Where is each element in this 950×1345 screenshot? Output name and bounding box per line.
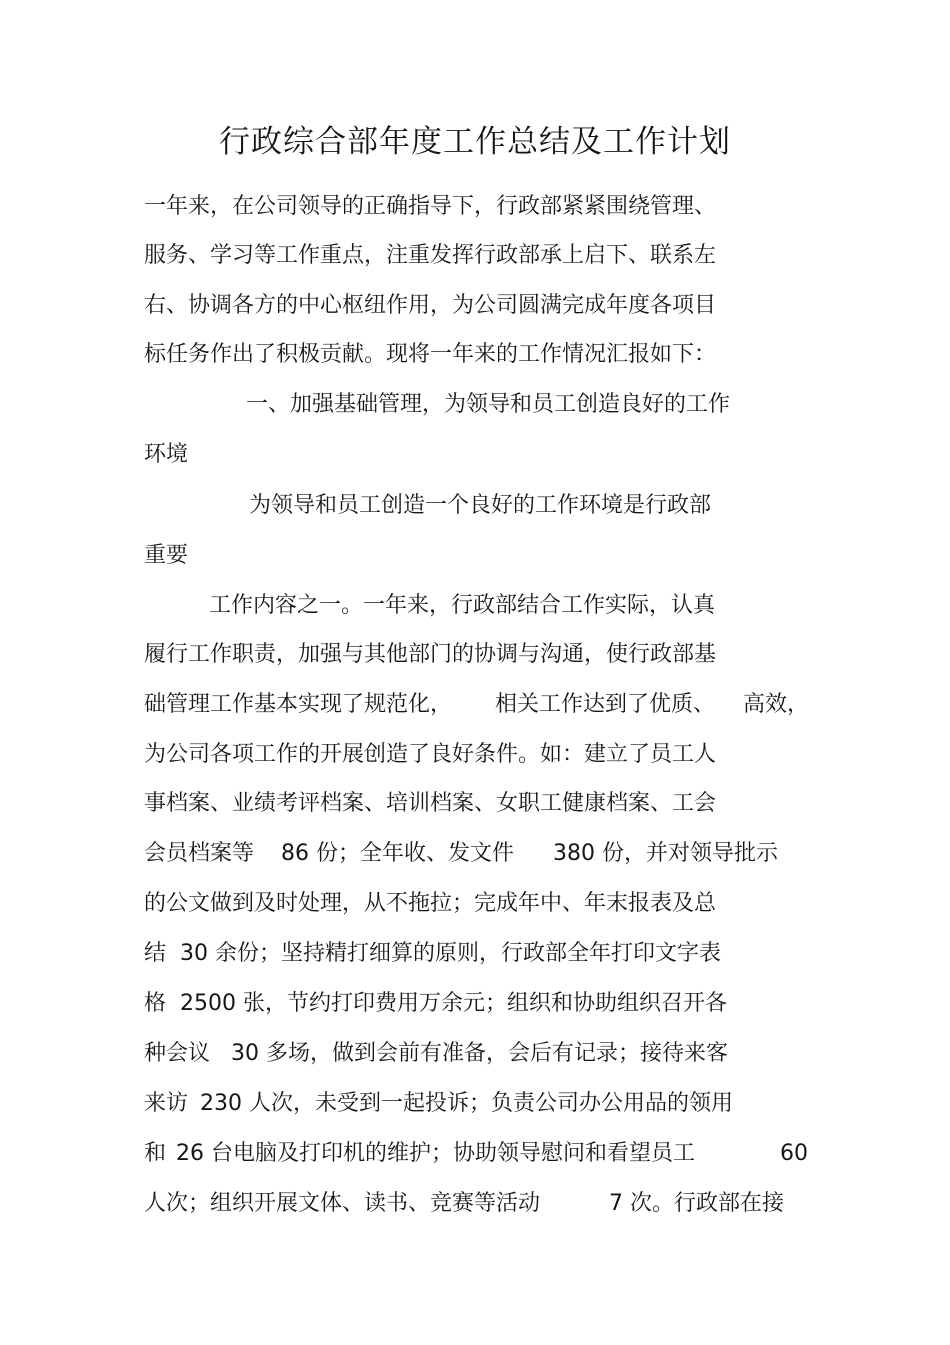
line-segment: 26 台电脑及打印机的维护；协助领导慰问和看望员工: [176, 1141, 695, 1166]
line-segment: 和: [144, 1141, 167, 1166]
paragraph-line: 事档案、业绩考评档案、培训档案、女职工健康档案、工会: [144, 791, 717, 816]
line-segment: 230 人次，未受到一起投诉；负责公司办公用品的领用: [200, 1091, 733, 1116]
line-segment: 相关工作达到了优质、: [495, 692, 716, 717]
line-segment: 格: [144, 991, 167, 1016]
paragraph-line: 一年来，在公司领导的正确指导下，行政部紧紧围绕管理、: [144, 194, 717, 219]
paragraph-line: 为领导和员工创造一个良好的工作环境是行政部: [249, 493, 712, 518]
line-segment: 结: [144, 941, 167, 966]
paragraph-line: 的公文做到及时处理，从不拖拉；完成年中、年末报表及总: [144, 891, 717, 916]
paragraph-line: 标任务作出了积极贡献。现将一年来的工作情况汇报如下：: [144, 342, 717, 367]
paragraph-line: 为公司各项工作的开展创造了良好条件。如：建立了员工人: [144, 742, 717, 767]
line-segment: 人次；组织开展文体、读书、竞赛等活动: [144, 1191, 541, 1216]
line-segment: 380 份，并对领导批示: [553, 841, 778, 866]
paragraph-line: [144, 1190, 784, 1302]
paragraph-line: 重要: [144, 543, 189, 568]
section-heading-line: 环境: [144, 442, 189, 467]
line-segment: 7 次。行政部在接: [609, 1191, 784, 1216]
line-segment: 会员档案等: [144, 841, 255, 866]
paragraph-line: 工作内容之一。一年来，行政部结合工作实际，认真: [209, 593, 716, 618]
line-segment: 60: [780, 1141, 808, 1166]
line-segment: 2500 张，节约打印费用万余元；组织和协助组织召开各: [180, 991, 727, 1016]
line-segment: 30 余份；坚持精打细算的原则，行政部全年打印文字表: [180, 941, 721, 966]
line-segment: 86 份；全年收、发文件: [281, 841, 514, 866]
line-segment: 30 多场，做到会前有准备，会后有记录；接待来客: [231, 1041, 728, 1066]
document-title: 行政综合部年度工作总结及工作计划: [219, 124, 731, 160]
line-segment: 础管理工作基本实现了规范化，: [144, 692, 453, 717]
line-segment: 种会议: [144, 1041, 211, 1066]
section-heading-line: 一、加强基础管理，为领导和员工创造良好的工作: [246, 392, 731, 417]
line-segment: 高效，: [743, 692, 810, 717]
paragraph-line: 右、协调各方的中心枢纽作用，为公司圆满完成年度各项目: [144, 293, 717, 318]
paragraph-line: 服务、学习等工作重点，注重发挥行政部承上启下、联系左: [144, 243, 717, 268]
line-segment: 来访: [144, 1091, 189, 1116]
paragraph-line: 履行工作职责，加强与其他部门的协调与沟通，使行政部基: [144, 642, 717, 667]
